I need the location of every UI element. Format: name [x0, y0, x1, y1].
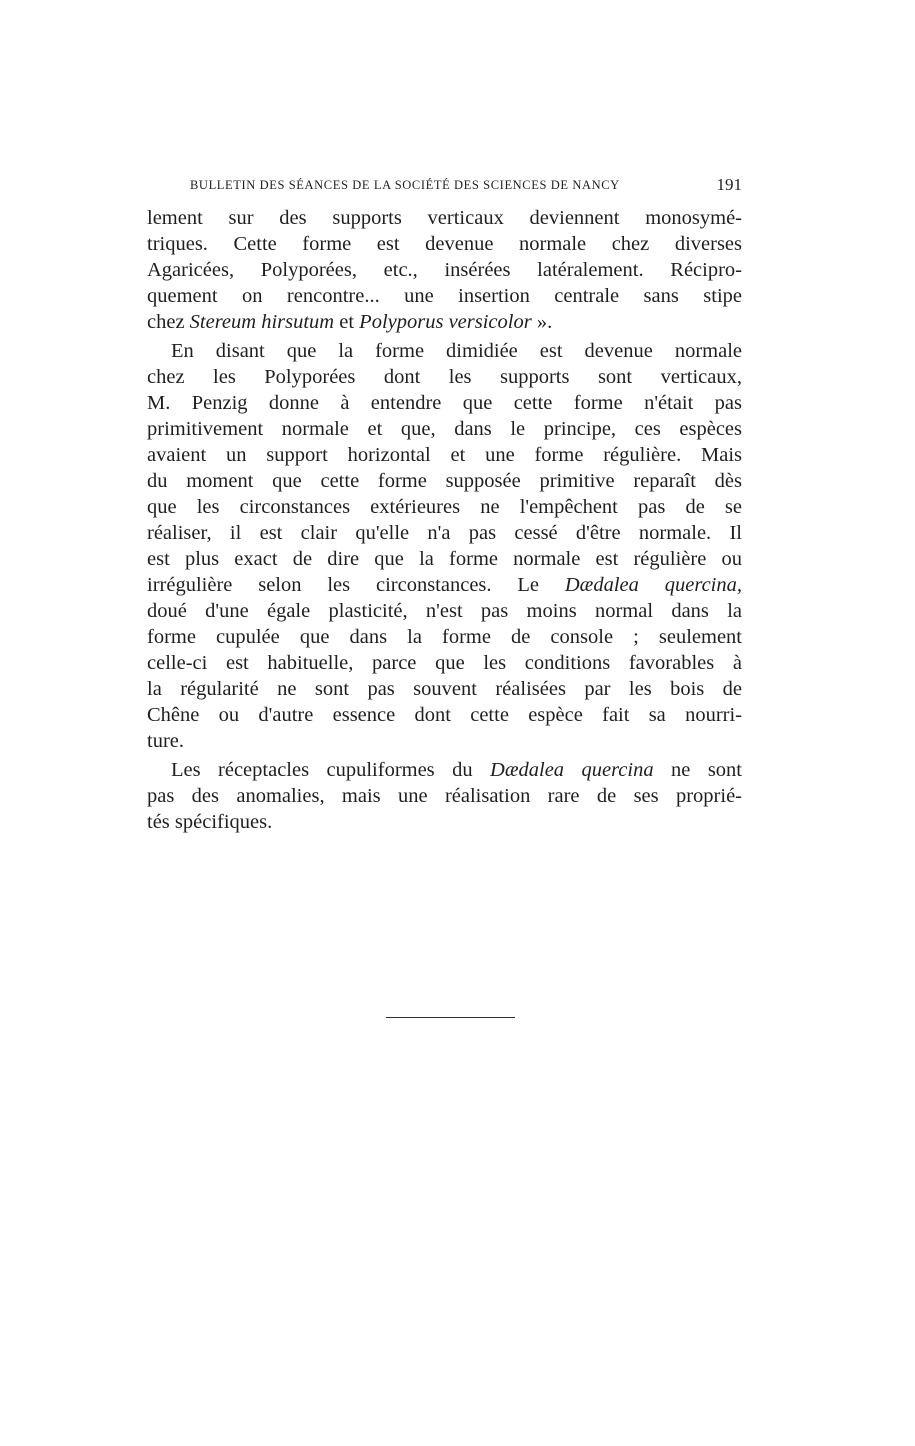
text-line: primitivement normale et que, dans le principe, ces espèces	[147, 418, 742, 440]
text-line: Les réceptacles cupuliformes du Dædalea quercina ne sont	[171, 759, 742, 781]
paragraph	[147, 338, 742, 754]
page-number: 191	[716, 175, 742, 194]
italic-taxon: Dædalea quercina	[490, 759, 654, 781]
text-line: Chêne ou d'autre essence dont cette espèce fait sa nourri-	[147, 704, 742, 726]
running-head	[190, 176, 742, 196]
paragraph	[147, 757, 742, 835]
italic-taxon: Polyporus versicolor	[359, 311, 532, 333]
text-line: tés spécifiques.	[147, 811, 273, 833]
text-line: la régularité ne sont pas souvent réalisées par les bois de	[147, 678, 742, 700]
text-line: forme cupulée que dans la forme de console ; seulement	[147, 626, 742, 648]
text-line: triques. Cette forme est devenue normale chez diverses	[147, 233, 742, 255]
text-line: chez Stereum hirsutum et Polyporus versicolor ».	[147, 311, 553, 333]
text-line: réaliser, il est clair qu'elle n'a pas cessé d'être normale. Il	[147, 522, 742, 544]
text-line: celle-ci est habituelle, parce que les conditions favorables à	[147, 652, 742, 674]
text-line: En disant que la forme dimidiée est devenue normale	[171, 340, 742, 362]
italic-taxon: Dædalea quercina,	[564, 574, 742, 596]
end-rule	[386, 1017, 515, 1018]
text-line: doué d'une égale plasticité, n'est pas moins normal dans la	[147, 600, 742, 622]
text-line: est plus exact de dire que la forme normale est régulière ou	[147, 548, 742, 570]
text-line: quement on rencontre... une insertion centrale sans stipe	[147, 285, 742, 307]
text-line: pas des anomalies, mais une réalisation rare de ses proprié-	[147, 785, 742, 807]
text-line: chez les Polyporées dont les supports sont verticaux,	[147, 366, 742, 388]
text-line: que les circonstances extérieures ne l'empêchent pas de se	[147, 496, 742, 518]
running-head-title: BULLETIN DES SÉANCES DE LA SOCIÉTÉ DES SCIENCES DE NANCY	[190, 178, 620, 192]
text-line: du moment que cette forme supposée primitive reparaît dès	[147, 470, 742, 492]
text-line: lement sur des supports verticaux deviennent monosymé-	[147, 207, 742, 229]
italic-taxon: Stereum hirsutum	[189, 311, 335, 333]
text-line: ture.	[147, 730, 184, 752]
paragraph	[147, 205, 742, 335]
body-text	[147, 205, 742, 835]
text-line: avaient un support horizontal et une forme régulière. Mais	[147, 444, 742, 466]
text-line: irrégulière selon les circonstances. Le Dædalea quercina,	[147, 574, 742, 596]
text-line: Agaricées, Polyporées, etc., insérées latéralement. Récipro-	[147, 259, 742, 281]
text-line: M. Penzig donne à entendre que cette forme n'était pas	[147, 392, 742, 414]
